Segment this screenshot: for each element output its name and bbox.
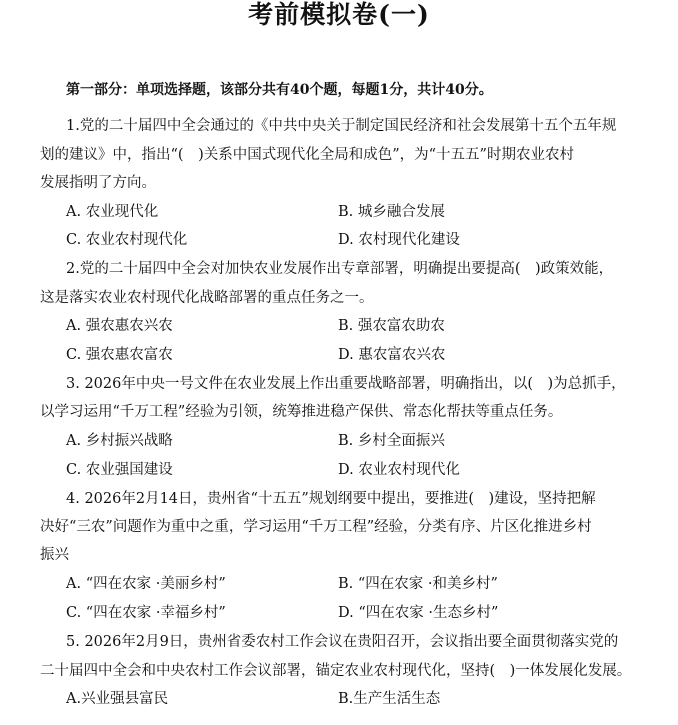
question-4-option-c[interactable]: C. “四在农家 ·幸福乡村” xyxy=(66,605,226,621)
question-3-option-b[interactable]: B. 乡村全面振兴 xyxy=(338,433,445,449)
question-1-option-c[interactable]: C. 农业农村现代化 xyxy=(66,232,188,248)
question-5-option-a[interactable]: A.兴业强县富民 xyxy=(66,691,169,707)
question-3-option-a[interactable]: A. 乡村振兴战略 xyxy=(66,433,173,449)
page-title: 考前模拟卷(一) xyxy=(248,0,430,29)
question-4-option-d[interactable]: D. “四在农家 ·生态乡村” xyxy=(338,605,499,621)
question-4-line-1: 4. 2026年2月14日，贵州省“十五五”规划纲要中提出，要推进( )建设，坚持把解 xyxy=(66,491,596,507)
question-1-line-1: 1.党的二十届四中全会通过的《中共中央关于制定国民经济和社会发展第十五个五年规 xyxy=(66,118,617,134)
question-5-line-1: 5. 2026年2月9日，贵州省委农村工作会议在贵阳召开，会议指出要全面贯彻落实党的 xyxy=(66,634,619,650)
question-4-line-3: 振兴 xyxy=(40,547,69,563)
question-3-line-1: 3. 2026年中央一号文件在农业发展上作出重要战略部署，明确指出，以( )为总抓手， xyxy=(66,376,626,392)
question-2-line-1: 2.党的二十届四中全会对加快农业发展作出专章部署，明确提出要提高( )政策效能， xyxy=(66,261,614,277)
question-1-option-d[interactable]: D. 农村现代化建设 xyxy=(338,232,460,248)
question-1-option-a[interactable]: A. 农业现代化 xyxy=(66,204,159,220)
question-5-option-b[interactable]: B.生产生活生态 xyxy=(338,691,441,707)
section-heading: 第一部分：单项选择题，该部分共有40个题，每题1分，共计40分。 xyxy=(66,82,493,98)
question-4-line-2: 决好“三农”问题作为重中之重，学习运用“千万工程”经验，分类有序、片区化推进乡村 xyxy=(40,519,592,535)
question-2-option-c[interactable]: C. 强农惠农富农 xyxy=(66,347,173,363)
question-2-option-a[interactable]: A. 强农惠农兴农 xyxy=(66,318,173,334)
question-4-option-a[interactable]: A. “四在农家 ·美丽乡村” xyxy=(66,576,226,592)
question-2-line-2: 这是落实农业农村现代化战略部署的重点任务之一。 xyxy=(40,290,374,306)
question-1-line-2: 划的建议》中，指出“( )关系中国式现代化全局和成色”，为“十五五”时期农业农村 xyxy=(40,147,574,163)
question-3-option-d[interactable]: D. 农业农村现代化 xyxy=(338,462,460,478)
question-1-option-b[interactable]: B. 城乡融合发展 xyxy=(338,204,445,220)
question-5-line-2: 二十届四中全会和中央农村工作会议部署，锚定农业农村现代化，坚持( )一体发展化发展。 xyxy=(40,663,632,679)
question-3-line-2: 以学习运用“千万工程”经验为引领，统筹推进稳产保供、常态化帮扶等重点任务。 xyxy=(40,404,563,420)
question-3-option-c[interactable]: C. 农业强国建设 xyxy=(66,462,173,478)
question-2-option-b[interactable]: B. 强农富农助农 xyxy=(338,318,445,334)
question-1-line-3: 发展指明了方向。 xyxy=(40,175,156,191)
question-2-option-d[interactable]: D. 惠农富农兴农 xyxy=(338,347,446,363)
question-4-option-b[interactable]: B. “四在农家 ·和美乡村” xyxy=(338,576,498,592)
